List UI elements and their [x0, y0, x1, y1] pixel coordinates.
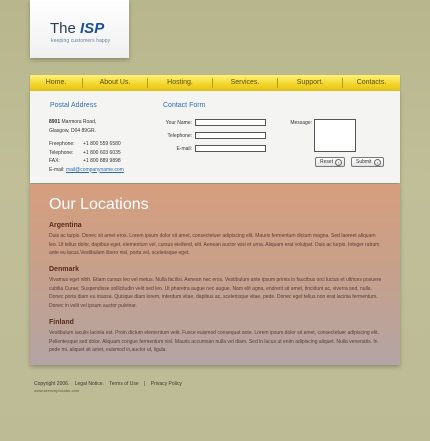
fax-value: +1 800 889 9898: [83, 158, 121, 164]
logo[interactable]: [30, 0, 129, 58]
locations-panel: [30, 184, 400, 365]
nav-services[interactable]: Services.: [230, 79, 260, 86]
arrow-right-icon: ›: [335, 159, 342, 166]
telephone-line: [49, 149, 159, 158]
email-input[interactable]: [195, 145, 266, 152]
submit-button-label: Submit: [356, 159, 372, 165]
main-nav: [30, 75, 400, 91]
footer-legal-link[interactable]: Legal Notice.: [74, 381, 104, 387]
logo-title-plain: The: [50, 20, 81, 37]
location-text: Duis ac turpis. Donec sit amet eros. Lorem ipsum dolor sit amet, consectetuer adipiscing elit. Mauris fermentum dictum magna. Sed laoreet aliquam leo. Ut tellus dolor, dapibus eget, elementum vel, cursus eleifend, elit. Aenean auctor wisi et urna. Aliquam erat volutpat. Duis ac turpis. Integer rutrum ante eu lacus.Vestibulum libero nisl, porta vel, scelerisque eget.: [49, 233, 380, 256]
contact-form-heading: Contact Form: [163, 102, 206, 109]
footer-copyright: Copyright 2006.: [34, 381, 70, 387]
contact-panel: [30, 91, 400, 183]
footer-terms-link[interactable]: Terms of Use: [109, 381, 139, 387]
your-name-label: Your Name:: [165, 120, 192, 126]
message-textarea[interactable]: [314, 119, 356, 152]
nav-home[interactable]: Home.: [45, 79, 67, 86]
location-item: [49, 319, 384, 355]
location-item: [49, 222, 384, 258]
footer: [34, 381, 186, 387]
locations-title: Our Locations: [49, 196, 149, 213]
reset-button[interactable]: [315, 157, 345, 167]
address-street: Marmora Road,: [60, 119, 97, 125]
telephone-field-label: Telephone:: [167, 133, 192, 139]
nav-support[interactable]: Support.: [296, 79, 324, 86]
fax-line: [49, 157, 159, 166]
fax-label: FAX:: [49, 158, 60, 164]
postal-address-heading: Postal Address: [50, 102, 97, 109]
email-label: E-mail:: [49, 166, 65, 173]
location-text: Vestibulum iaculis lacinia est. Proin dictum elementum velit. Fusce euismod consequat ante. Lorem ipsum dolor sit amet, consectetuer adipiscing elit. Pellentesque sed dolor. Aliquam congue fermentum nisl. Mauris accumsan nulla vel diam. Sed in lacus ut enim adipiscing aliquet. Nulla venenatis. In pede mi, aliquet sit amet, euismod in,auctor ut, ligula.: [49, 330, 379, 353]
email-link[interactable]: mail@companyname.com: [65, 166, 124, 173]
nav-hosting[interactable]: Hosting.: [167, 79, 193, 86]
logo-tagline: keeping customers happy: [51, 38, 111, 44]
freephone-label: Freephone:: [49, 141, 75, 147]
freephone-value: +1 800 559 6580: [83, 141, 121, 147]
freephone-line: [49, 140, 159, 149]
logo-title: [50, 20, 104, 37]
postal-address: [49, 118, 159, 174]
footer-privacy-link[interactable]: Privacy Policy: [150, 381, 182, 387]
email-line: [49, 166, 159, 175]
telephone-label: Telephone:: [49, 149, 74, 156]
nav-contacts[interactable]: Contacts.: [356, 79, 387, 86]
nav-about-us[interactable]: About Us.: [99, 79, 131, 86]
footer-separator: |: [144, 381, 146, 387]
submit-button[interactable]: [351, 157, 384, 167]
message-label: Message:: [290, 120, 312, 126]
telephone-input[interactable]: [195, 132, 266, 139]
arrow-right-icon: ›: [374, 159, 381, 166]
address-city: Glasgow, D04 89GR.: [49, 127, 96, 134]
logo-title-bold: ISP: [80, 20, 105, 37]
reset-button-label: Reset: [320, 159, 334, 165]
telephone-value: +1 800 603 6035: [83, 149, 121, 156]
address-street-number: 8901: [49, 119, 61, 125]
address-street-line: [49, 118, 159, 127]
location-text: Vivamus eget nibh. Etiam cursus leo vel metus. Nulla facilisi. Aenean nec eros. Vestibulum ante ipsum primis in faucibus orci luctus et ultrices posuere cubilia Curae; Suspendisse sollicitudin velit sed leo. Ut pharetra augue nec augue. Nam elit agna, endrerit sit amet, tincidunt ac, viverra sed, nulla. Donec porta diam eu massa. Quisque diam lorem, interdum vitae, dapibus ac, scelerisque vitae, pede. Donec eget tellus non erat lacinia fermentum. Donec in velit vel ipsum auctor pulvinar.: [49, 277, 382, 309]
footer-url: www.serviceprovider.com: [34, 388, 80, 393]
location-name: Denmark: [49, 266, 79, 273]
location-name: Finland: [49, 319, 74, 326]
your-name-input[interactable]: [195, 119, 266, 126]
location-name: Argentina: [49, 222, 82, 229]
email-field-label: E-mail:: [176, 146, 192, 152]
location-item: [49, 266, 384, 310]
